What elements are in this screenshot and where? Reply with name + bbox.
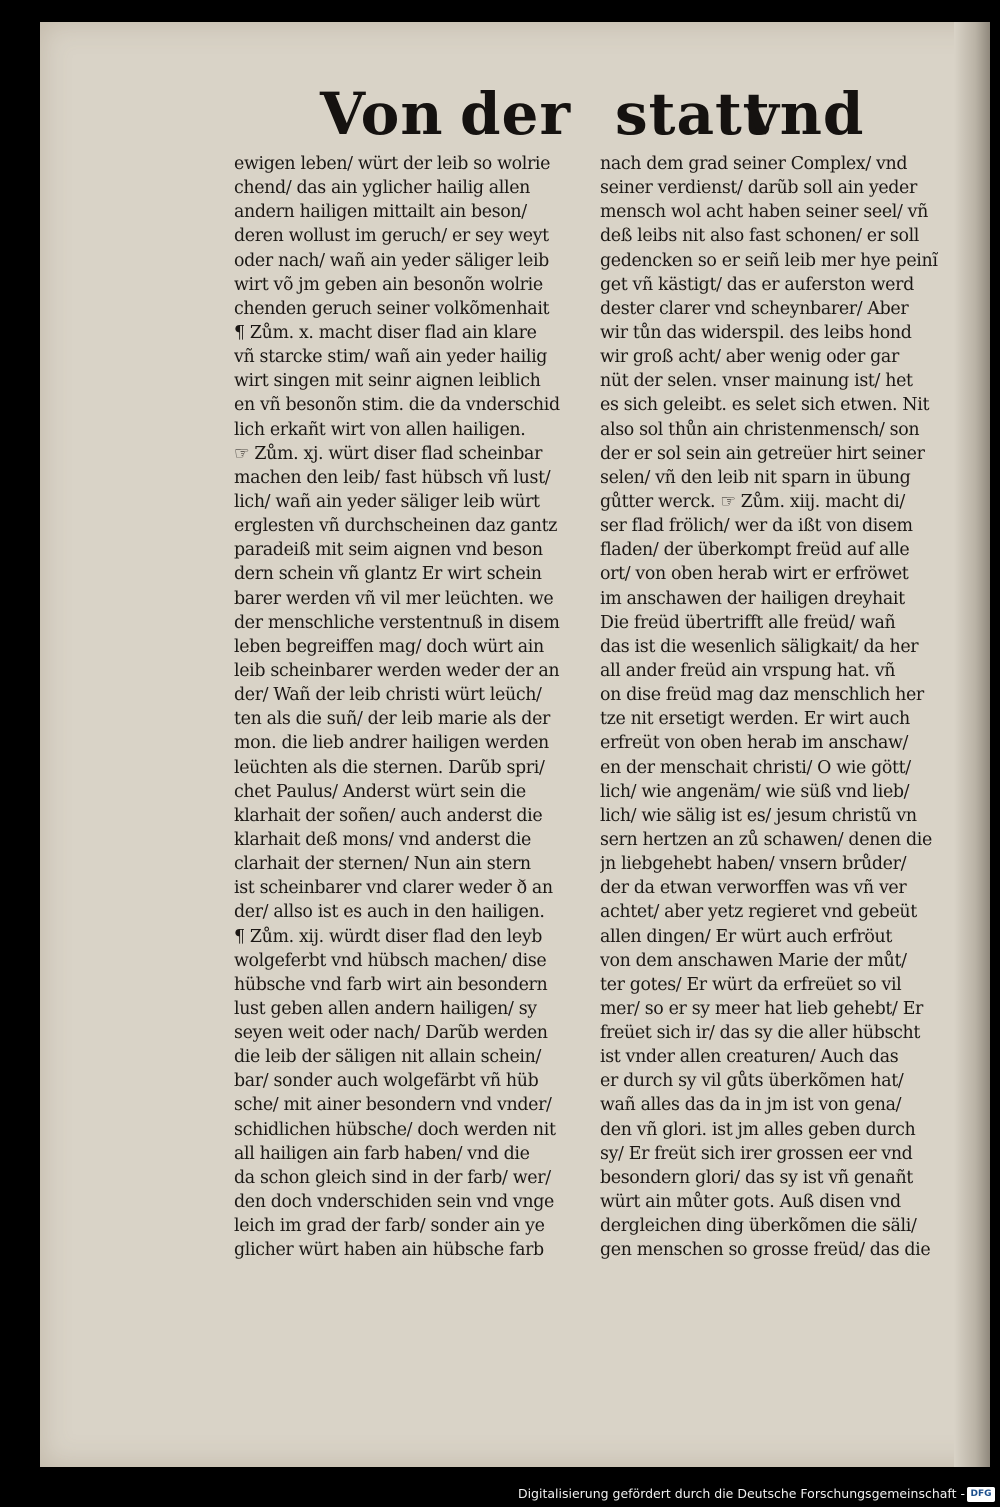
text-line: es sich geleibt. es selet sich etwen. Nit xyxy=(600,395,930,416)
text-line: ewigen leben/ würt der leib so wolrie xyxy=(234,154,551,174)
text-line: all ander freüd ain vrspung hat. vñ xyxy=(600,660,896,681)
text-line: ser flad frölich/ wer da ißt von disem xyxy=(600,516,913,537)
text-line: fladen/ der überkompt freüd auf alle xyxy=(600,540,910,561)
text-line: er durch sy vil gůts überkõmen hat/ xyxy=(600,1071,904,1092)
running-head-word-3: statt xyxy=(615,80,771,148)
text-line: leben begreiffen mag/ doch würt ain xyxy=(234,636,544,657)
text-line: bar/ sonder auch wolgefärbt vñ hüb xyxy=(234,1071,539,1092)
text-line: mer/ so er sy meer hat lieb gehebt/ Er xyxy=(600,998,924,1019)
text-line: lich/ wie sälig ist es/ jesum christũ vn xyxy=(600,805,917,826)
text-line: den vñ glori. ist jm alles geben durch xyxy=(600,1119,916,1140)
text-line: ☞ Zům. xj. würt diser flad scheinbar xyxy=(234,443,543,464)
text-line: ist vnder allen creaturen/ Auch das xyxy=(600,1047,899,1068)
text-line: nüt der selen. vnser mainung ist/ het xyxy=(600,371,913,392)
text-line: andern hailigen mittailt ain beson/ xyxy=(234,202,527,223)
text-line: ort/ von oben herab wirt er erfröwet xyxy=(600,564,909,585)
text-line: dester clarer vnd scheynbarer/ Aber xyxy=(600,298,909,319)
text-line: der menschliche verstentnuß in disem xyxy=(234,612,560,633)
text-line: deß leibs nit also fast schonen/ er soll xyxy=(600,226,920,247)
text-line: get vñ kästigt/ das er auferston werd xyxy=(600,274,914,295)
text-line: den doch vnderschiden sein vnd vnge xyxy=(234,1192,554,1213)
text-line: ter gotes/ Er würt da erfreüet so vil xyxy=(600,974,902,995)
text-column-right xyxy=(600,152,960,1262)
text-line: lust geben allen andern hailigen/ sy xyxy=(234,998,537,1019)
text-line: schidlichen hübsche/ doch werden nit xyxy=(234,1119,556,1140)
text-line: würt ain můter gots. Auß disen vnd xyxy=(600,1192,901,1213)
text-line: hübsche vnd farb wirt ain besondern xyxy=(234,974,548,995)
text-line: vñ starcke stim/ wañ ain yeder hailig xyxy=(234,347,548,368)
text-line: machen den leib/ fast hübsch vñ lust/ xyxy=(234,467,551,488)
text-line: lich/ wañ ain yeder säliger leib würt xyxy=(234,491,540,512)
text-line: wirt singen mit seinr aignen leiblich xyxy=(234,371,541,392)
text-line: der/ Wañ der leib christi würt leüch/ xyxy=(234,685,542,706)
text-line: freüet sich ir/ das sy die aller hübscht xyxy=(600,1023,921,1044)
text-line: gůtter werck. ☞ Zům. xiij. macht di/ xyxy=(600,491,905,512)
text-line: chet Paulus/ Anderst würt sein die xyxy=(234,781,526,802)
text-line: nach dem grad seiner Complex/ vnd xyxy=(600,154,908,174)
text-line: im anschawen der hailigen dreyhait xyxy=(600,588,905,609)
text-line: sern hertzen an zů schawen/ denen die xyxy=(600,829,932,850)
text-line: ¶ Zům. x. macht diser flad ain klare xyxy=(234,322,537,343)
text-line: also sol thůn ain christenmensch/ son xyxy=(600,419,920,440)
text-line: en vñ besonõn stim. die da vnderschid xyxy=(234,395,560,416)
text-line: selen/ vñ den leib nit sparn in übung xyxy=(600,467,911,488)
text-line: leib scheinbarer werden weder der an xyxy=(234,660,560,681)
text-line: besondern glori/ das sy ist vñ genañt xyxy=(600,1167,913,1188)
text-line: erfreüt von oben herab im anschaw/ xyxy=(600,733,909,754)
text-line: chenden geruch seiner volkõmenhait xyxy=(234,298,550,319)
text-line: chend/ das ain yglicher hailig allen xyxy=(234,178,531,199)
text-line: Die freüd übertrifft alle freüd/ wañ xyxy=(600,612,896,633)
text-line: sche/ mit ainer besondern vnd vnder/ xyxy=(234,1095,552,1116)
text-line: leüchten als die sternen. Darũb spri/ xyxy=(234,757,545,778)
text-line: das ist die wesenlich säligkait/ da her xyxy=(600,636,919,657)
text-line: wir groß acht/ aber wenig oder gar xyxy=(600,347,899,368)
text-line: wir tůn das widerspil. des leibs hond xyxy=(600,322,912,343)
text-line: sy/ Er freüt sich irer grossen eer vnd xyxy=(600,1143,913,1164)
text-line: leich im grad der farb/ sonder ain ye xyxy=(234,1216,545,1237)
dfg-logo: DFG xyxy=(967,1487,995,1502)
text-line: deren wollust im geruch/ er sey weyt xyxy=(234,226,549,247)
text-line: tze nit ersetigt werden. Er wirt auch xyxy=(600,709,910,730)
text-line: mensch wol acht haben seiner seel/ vñ xyxy=(600,202,929,223)
text-line: all hailigen ain farb haben/ vnd die xyxy=(234,1143,530,1164)
text-line: on dise freüd mag daz menschlich her xyxy=(600,685,924,706)
text-line: paradeiß mit seim aignen vnd beson xyxy=(234,540,543,561)
text-line: da schon gleich sind in der farb/ wer/ xyxy=(234,1167,551,1188)
text-line: seyen weit oder nach/ Darũb werden xyxy=(234,1023,548,1044)
text-line: die leib der säligen nit allain schein/ xyxy=(234,1047,541,1068)
text-line: seiner verdienst/ darũb soll ain yeder xyxy=(600,178,917,199)
running-head-word-4: vnd xyxy=(745,80,865,148)
text-line: wañ alles das da in jm ist von gena/ xyxy=(600,1095,902,1116)
text-line: ten als die suñ/ der leib marie als der xyxy=(234,709,550,730)
text-line: lich/ wie angenäm/ wie süß vnd lieb/ xyxy=(600,781,910,802)
text-column-left xyxy=(234,152,594,1262)
text-line: ¶ Zům. xij. würdt diser flad den leyb xyxy=(234,926,543,947)
text-line: jn liebgehebt haben/ vnsern brůder/ xyxy=(600,854,907,875)
text-line: lich erkañt wirt von allen hailigen. xyxy=(234,419,526,440)
running-head-word-1: Von xyxy=(320,80,444,148)
text-line: barer werden vñ vil mer leüchten. we xyxy=(234,588,554,609)
text-line: der/ allso ist es auch in den hailigen. xyxy=(234,902,545,923)
text-line: dern schein vñ glantz Er wirt schein xyxy=(234,564,542,585)
text-line: oder nach/ wañ ain yeder säliger leib xyxy=(234,250,549,271)
text-line: wirt võ jm geben ain besonõn wolrie xyxy=(234,274,543,295)
text-line: gen menschen so grosse freüd/ das die xyxy=(600,1240,931,1261)
text-line: achtet/ aber yetz regieret vnd gebeüt xyxy=(600,902,917,923)
text-line: der da etwan verworffen was vñ ver xyxy=(600,878,907,899)
text-line: wolgeferbt vnd hübsch machen/ dise xyxy=(234,950,547,971)
text-line: gedencken so er seiñ leib mer hye peinĩ xyxy=(600,250,938,271)
running-head-word-2: der xyxy=(460,80,572,148)
digitization-credit: Digitalisierung gefördert durch die Deutsche Forschungsgemeinschaft - xyxy=(517,1486,965,1501)
text-line: ist scheinbarer vnd clarer weder ð an xyxy=(234,878,553,899)
text-line: erglesten vñ durchscheinen daz gantz xyxy=(234,516,558,537)
text-line: glicher würt haben ain hübsche farb xyxy=(234,1240,544,1261)
text-line: clarhait der sternen/ Nun ain stern xyxy=(234,854,531,875)
text-line: von dem anschawen Marie der můt/ xyxy=(600,950,907,971)
text-line: klarhait deß mons/ vnd anderst die xyxy=(234,829,531,850)
text-line: en der menschait christi/ O wie gött/ xyxy=(600,757,911,778)
text-line: mon. die lieb andrer hailigen werden xyxy=(234,733,549,754)
text-line: klarhait der soñen/ auch anderst die xyxy=(234,805,543,826)
text-line: der er sol sein ain getreüer hirt seiner xyxy=(600,443,925,464)
text-line: dergleichen ding überkõmen die säli/ xyxy=(600,1216,917,1237)
text-line: allen dingen/ Er würt auch erfröut xyxy=(600,926,893,947)
